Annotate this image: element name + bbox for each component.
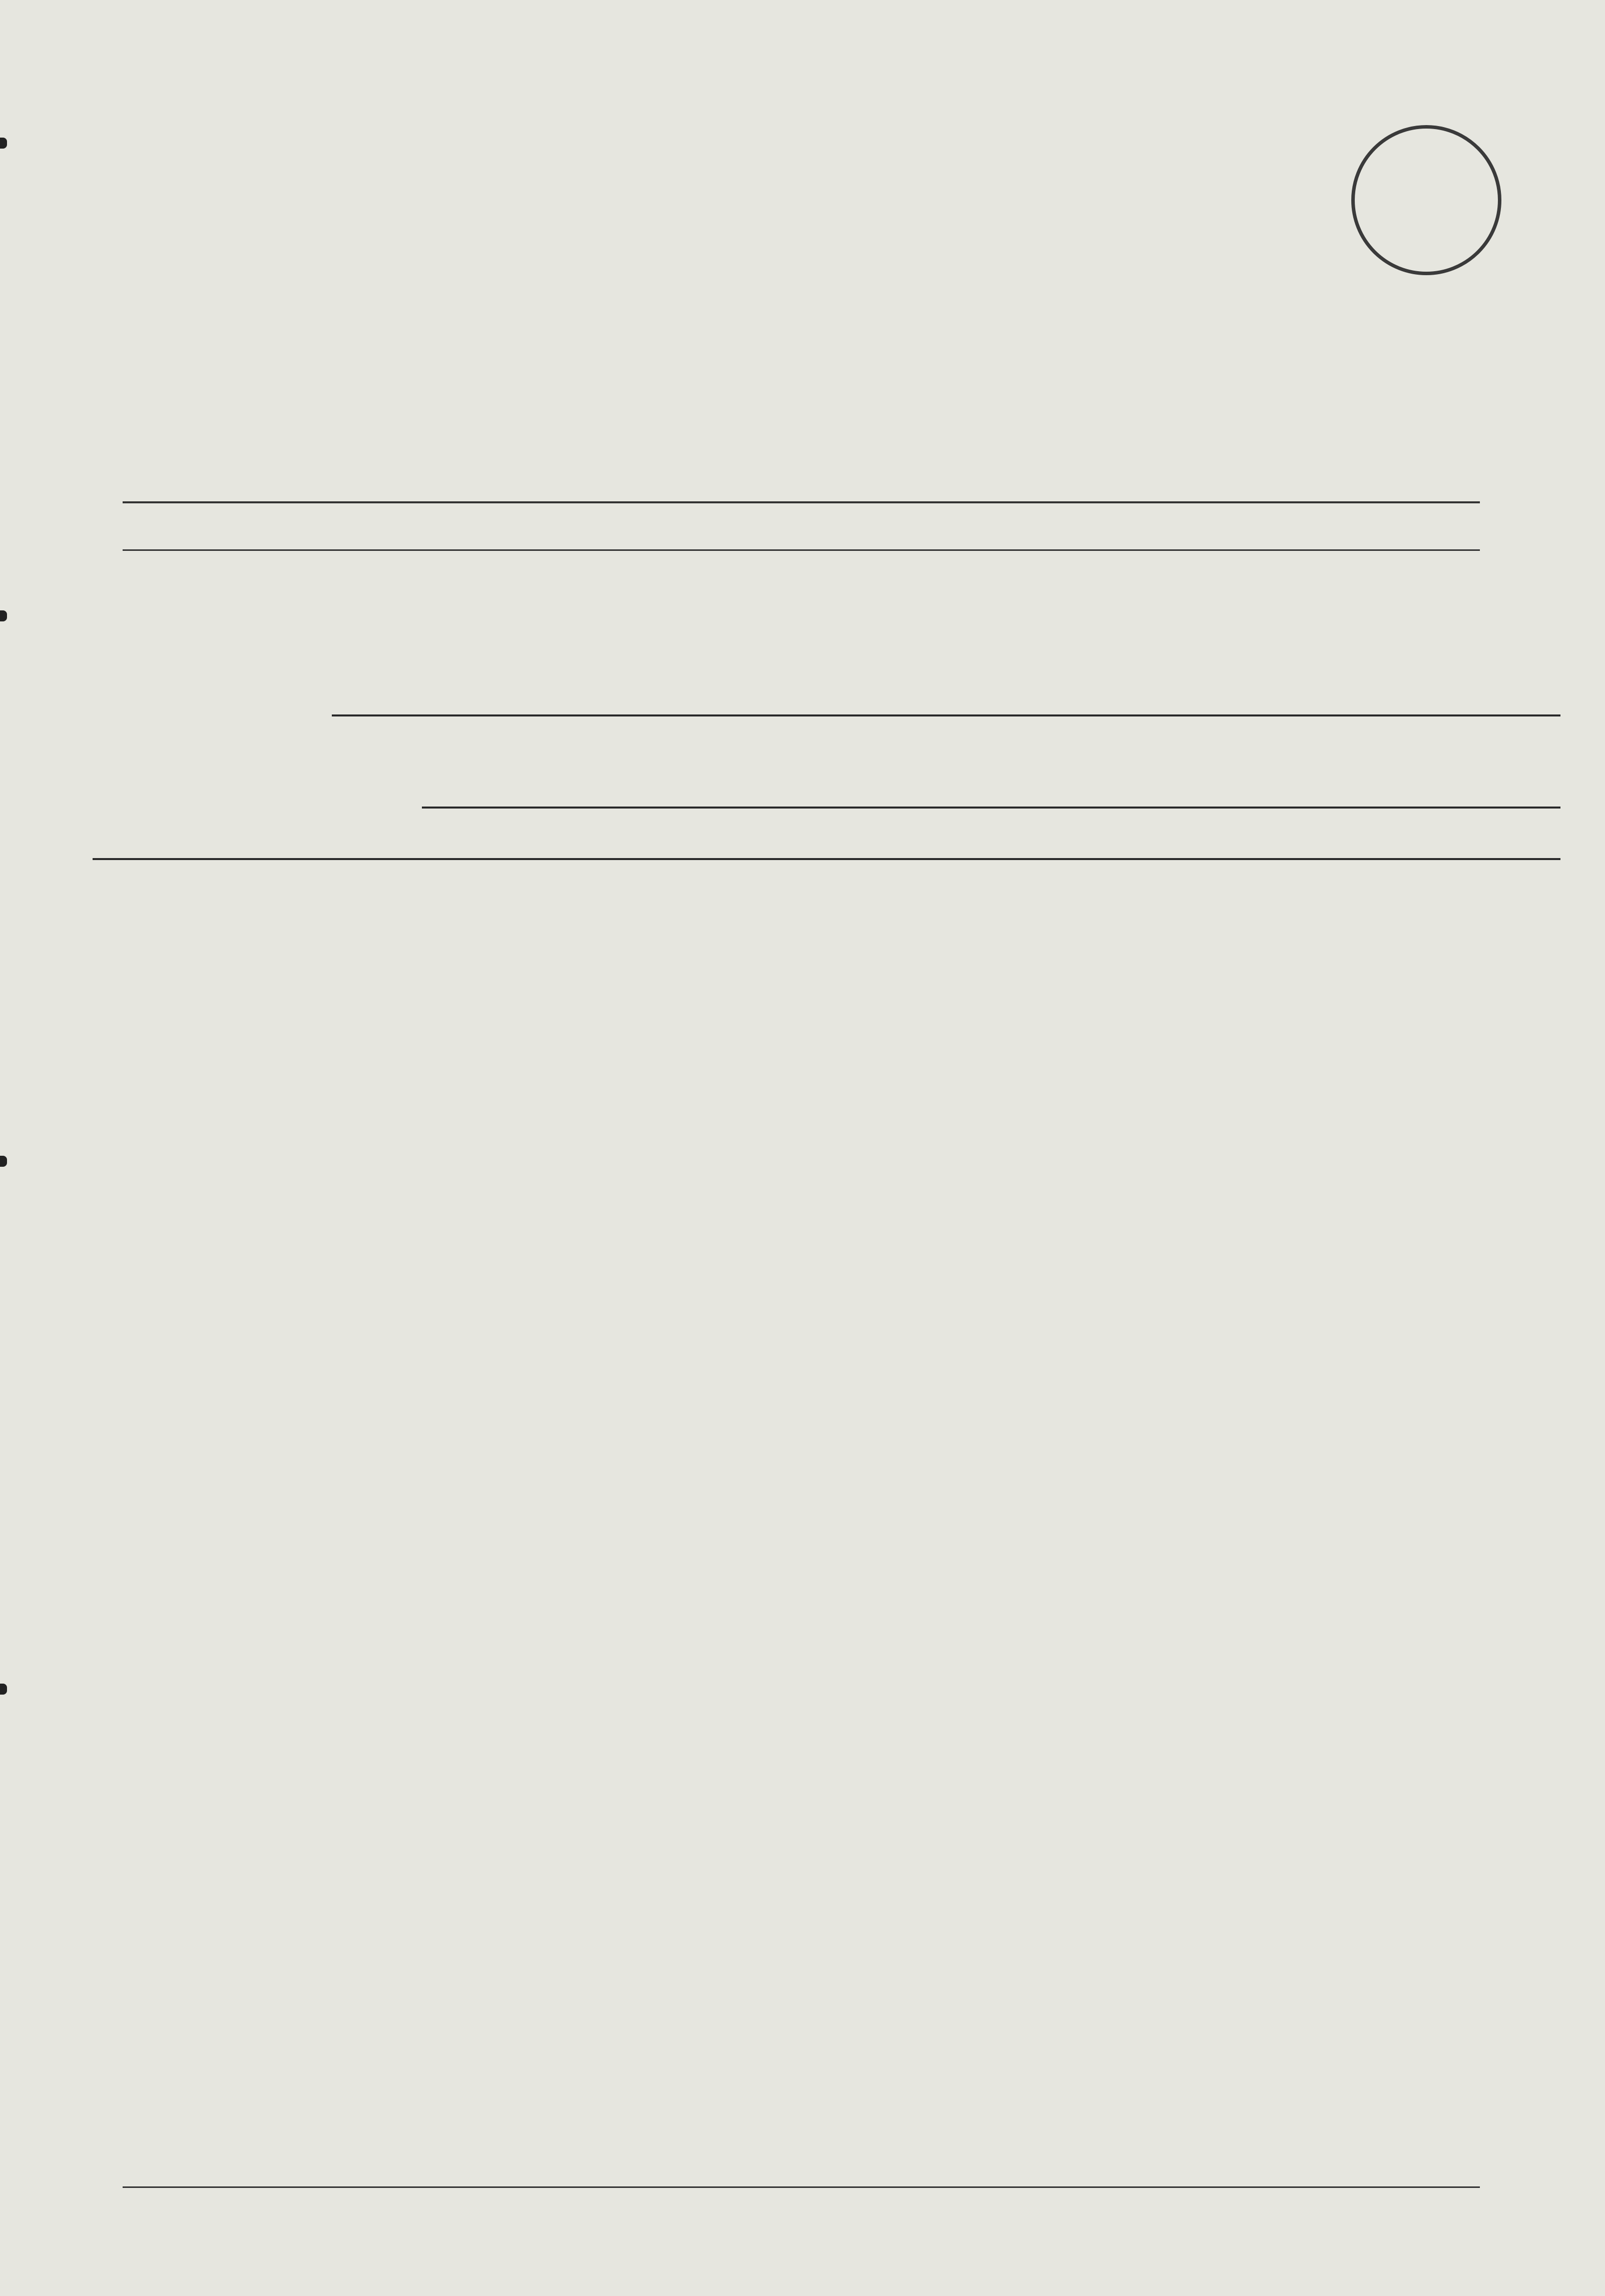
footer-rule [123,2186,1480,2188]
divider [123,501,1480,503]
divider [123,549,1480,551]
precip-column-header [323,728,423,856]
binder-hole [0,610,7,621]
binder-hole [0,1684,7,1695]
binder-hole [0,1156,7,1167]
table-top-rule [332,714,1560,716]
library-stamp [1351,125,1501,275]
header-separator [422,807,1560,809]
binder-hole [0,138,7,149]
table-header-rule [93,858,1560,860]
